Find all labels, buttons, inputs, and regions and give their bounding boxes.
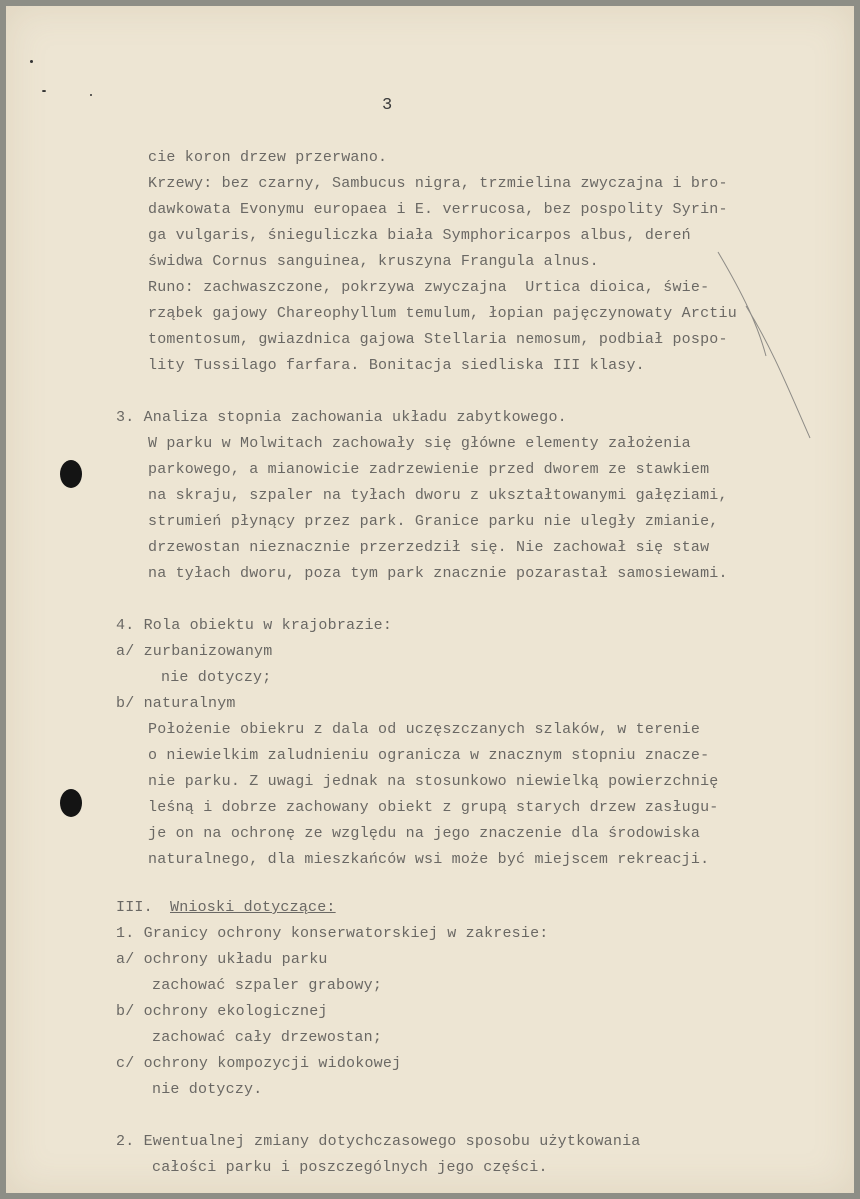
text-line: zachować szpaler grabowy; xyxy=(152,977,383,994)
text-line: zachować cały drzewostan; xyxy=(152,1029,383,1046)
text-line: leśną i dobrze zachowany obiekt z grupą starych drzew zasługu- xyxy=(148,799,719,816)
text-line: Runo: zachwaszczone, pokrzywa zwyczajna Urtica dioica, świe- xyxy=(148,279,710,296)
section-heading: 3. Analiza stopnia zachowania układu zabytkowego. xyxy=(116,409,567,426)
text-line: o niewielkim zaludnieniu ogranicza w znacznym stopniu znacze- xyxy=(148,747,710,764)
section-number: III. xyxy=(116,899,163,916)
text-line: rząbek gajowy Chareophyllum temulum, łopian pajęczynowaty Arctiu xyxy=(148,305,737,322)
text-line: W parku w Molwitach zachowały się główne elementy założenia xyxy=(148,435,691,452)
text-line: c/ ochrony kompozycji widokowej xyxy=(116,1055,402,1072)
document-page xyxy=(6,6,854,1193)
text-line: lity Tussilago farfara. Bonitacja siedliska III klasy. xyxy=(148,357,645,374)
text-line: drzewostan nieznacznie przerzedził się. Nie zachował się staw xyxy=(148,539,710,556)
page-number: 3 xyxy=(382,96,393,115)
text-line: 1. Granicy ochrony konserwatorskiej w zakresie: xyxy=(116,925,549,942)
ink-speck xyxy=(30,60,33,63)
text-line: całości parku i poszczególnych jego części. xyxy=(152,1159,548,1176)
text-line: a/ ochrony układu parku xyxy=(116,951,328,968)
text-line: cie koron drzew przerwano. xyxy=(148,149,388,166)
punch-hole xyxy=(60,789,82,817)
text-line: nie parku. Z uwagi jednak na stosunkowo niewielką powierzchnię xyxy=(148,773,719,790)
text-line: Krzewy: bez czarny, Sambucus nigra, trzmielina zwyczajna i bro- xyxy=(148,175,728,192)
text-line: na skraju, szpaler na tyłach dworu z ukształtowanymi gałęziami, xyxy=(148,487,728,504)
text-line: nie dotyczy. xyxy=(152,1081,263,1098)
ink-speck xyxy=(90,94,92,96)
ink-speck xyxy=(42,90,46,92)
text-line: tomentosum, gwiazdnica gajowa Stellaria nemosum, podbiał pospo- xyxy=(148,331,728,348)
text-line: ga vulgaris, śnieguliczka biała Symphoricarpos albus, dereń xyxy=(148,227,691,244)
text-line: strumień płynący przez park. Granice parku nie uległy zmianie, xyxy=(148,513,719,530)
text-line: a/ zurbanizowanym xyxy=(116,643,273,660)
text-line: dawkowata Evonymu europaea i E. verrucosa, bez pospolity Syrin- xyxy=(148,201,728,218)
text-line: je on na ochronę ze względu na jego znaczenie dla środowiska xyxy=(148,825,701,842)
text-line: na tyłach dworu, poza tym park znacznie pozarastał samosiewami. xyxy=(148,565,728,582)
text-line: 2. Ewentualnej zmiany dotychczasowego sposobu użytkowania xyxy=(116,1133,641,1150)
text-line: nie dotyczy; xyxy=(161,669,272,686)
text-line: naturalnego, dla mieszkańców wsi może być miejscem rekreacji. xyxy=(148,851,710,868)
section-heading: Wnioski dotyczące: xyxy=(170,899,336,916)
text-line: b/ ochrony ekologicznej xyxy=(116,1003,328,1020)
section-heading: 4. Rola obiektu w krajobrazie: xyxy=(116,617,393,634)
punch-hole xyxy=(60,460,82,488)
text-line: Położenie obiekru z dala od uczęszczanych szlaków, w terenie xyxy=(148,721,701,738)
text-line: b/ naturalnym xyxy=(116,695,236,712)
text-line: świdwa Cornus sanguinea, kruszyna Frangula alnus. xyxy=(148,253,599,270)
text-line: parkowego, a mianowicie zadrzewienie przed dworem ze stawkiem xyxy=(148,461,710,478)
